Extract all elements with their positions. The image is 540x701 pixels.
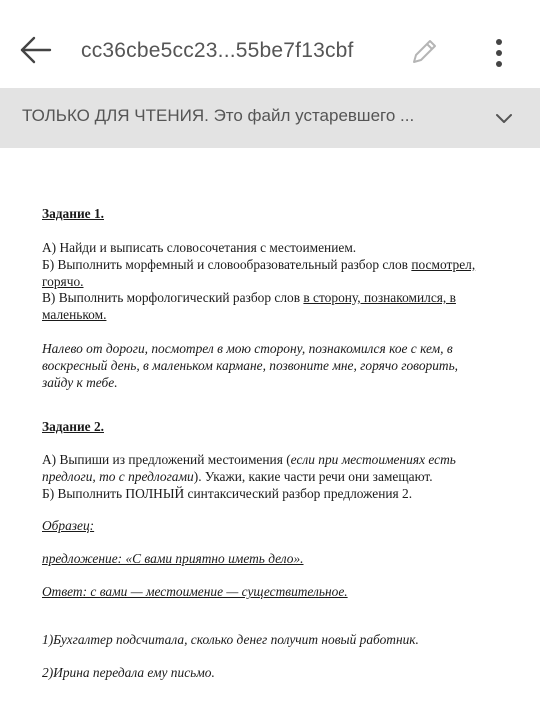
task2-item-b: Б) Выполнить ПОЛНЫЙ синтаксический разбор предложения 2.: [42, 486, 413, 501]
sample-answer: Ответ: с вами — местоимение — существительное.: [42, 584, 348, 599]
task1-item-v-text: В) Выполнить морфологический разбор слов: [42, 290, 304, 305]
task1-item-b: [42, 257, 475, 273]
task1-item-b-word2: горячо.: [42, 274, 84, 289]
file-name: cc36cbe5cc23...55be7f13cbf: [81, 39, 354, 62]
banner-text: ТОЛЬКО ДЛЯ ЧТЕНИЯ. Это файл устаревшего ...: [22, 106, 415, 125]
task2-item-a-italic1: если при местоимениях есть: [290, 452, 456, 467]
task1-item-v-words: в сторону, познакомился, в: [303, 290, 456, 305]
sentence-2: 2)Ирина передала ему письмо.: [42, 665, 215, 680]
task1-item-v-cont: маленьком.: [42, 307, 107, 322]
edit-pencil-icon[interactable]: [407, 35, 441, 69]
task2-item-a-italic2: предлоги, то с предлогами: [42, 469, 194, 484]
task1-item-b-text: Б) Выполнить морфемный и словообразовательный разбор слов: [42, 257, 412, 272]
task1-item-b-word1: посмотрел,: [411, 257, 476, 272]
more-options-icon[interactable]: [488, 36, 510, 70]
sentence-1: 1)Бухгалтер подсчитала, сколько денег получит новый работник.: [42, 632, 419, 647]
task1-text-line3: зайду к тебе.: [42, 375, 118, 390]
chevron-down-icon[interactable]: [493, 109, 515, 129]
task1-item-a: А) Найди и выписать словосочетания с местоимением.: [42, 240, 357, 255]
task2-item-a: [42, 452, 456, 468]
task2-item-a-suffix: ). Укажи, какие части речи они замещают.: [193, 469, 433, 484]
task1-title: Задание 1.: [42, 206, 104, 221]
task2-title: Задание 2.: [42, 419, 104, 434]
read-only-banner[interactable]: [0, 88, 540, 148]
sample-label: Образец:: [42, 518, 95, 533]
app-bar: [0, 8, 540, 88]
task1-item-v: [42, 290, 456, 306]
task2-item-a-prefix: А) Выпиши из предложений местоимения (: [42, 452, 291, 467]
task1-text-line2: воскресный день, в маленьком кармане, позвоните мне, горячо говорить,: [42, 358, 459, 373]
document-page: [0, 148, 540, 701]
back-arrow-icon[interactable]: [18, 32, 54, 68]
task2-item-a-cont: [42, 469, 433, 485]
status-bar: [0, 0, 540, 8]
sample-sentence: предложение: «С вами приятно иметь дело».: [42, 551, 304, 566]
task1-text-line1: Налево от дороги, посмотрел в мою сторону, познакомился кое с кем, в: [42, 341, 453, 356]
